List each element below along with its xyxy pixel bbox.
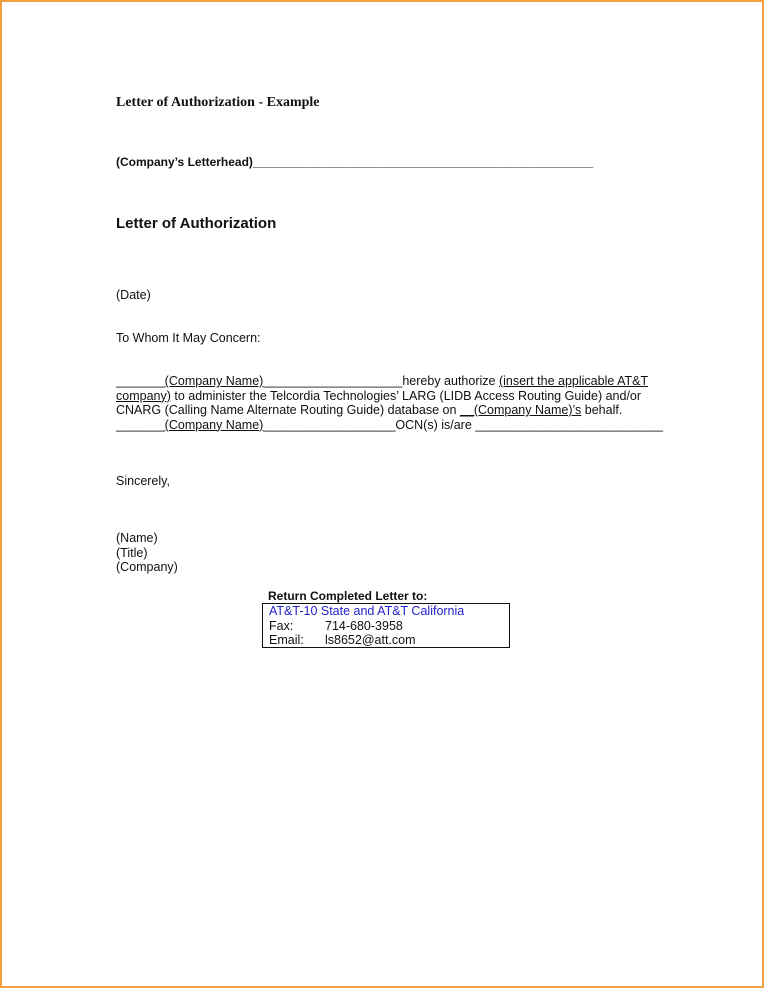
- signature-name: (Name): [116, 531, 158, 545]
- return-org: AT&T-10 State and AT&T California: [269, 604, 465, 618]
- document-title: Letter of Authorization - Example: [116, 95, 320, 110]
- letterhead-label: (Company’s Letterhead): [116, 155, 253, 169]
- ocn-blank-field: ___________________________: [475, 417, 663, 432]
- company-name-field: __(Company Name)’s: [459, 403, 582, 417]
- letterhead-rule: ___________________________________________________: [252, 155, 594, 169]
- blank-field: _______: [116, 417, 165, 432]
- email-value: ls8652@att.com: [325, 633, 416, 647]
- fax-row: [269, 619, 509, 634]
- return-heading: Return Completed Letter to:: [268, 589, 428, 603]
- date-placeholder: (Date): [116, 288, 151, 302]
- company-name-field: (Company Name): [164, 417, 264, 432]
- fax-label: Fax:: [269, 618, 294, 633]
- blank-field: ___________________: [263, 417, 396, 432]
- letterhead-line: [116, 155, 593, 169]
- paragraph-text: behalf.: [581, 403, 623, 417]
- paragraph-line-4: [116, 418, 663, 433]
- insert-att-company-field: company): [116, 388, 171, 403]
- company-name-field: (Company Name): [164, 374, 264, 388]
- paragraph-text: to administer the Telcordia Technologies’ LARG (LIDB Access Routing Guide) and/or: [170, 388, 642, 403]
- return-address-box: [262, 603, 510, 648]
- paragraph-text: CNARG (Calling Name Alternate Routing Guide) database on: [116, 403, 460, 417]
- signature-title: (Title): [116, 545, 148, 560]
- blank-field: _______: [116, 374, 165, 388]
- email-row: [269, 633, 509, 648]
- paragraph-line-3: [116, 403, 663, 418]
- signature-block: [116, 531, 178, 575]
- insert-att-company-field: (insert the applicable AT&T: [498, 374, 649, 388]
- closing: Sincerely,: [116, 474, 170, 488]
- authorization-paragraph: [116, 374, 663, 432]
- signature-company: (Company): [116, 560, 178, 574]
- letter-heading: Letter of Authorization: [116, 215, 277, 232]
- paragraph-text: hereby authorize: [402, 374, 499, 388]
- blank-field: ____________________: [263, 374, 403, 388]
- paragraph-line-1: [116, 374, 663, 389]
- fax-value: 714-680-3958: [325, 618, 403, 633]
- email-label: Email:: [269, 633, 304, 647]
- salutation: To Whom It May Concern:: [116, 331, 261, 345]
- paragraph-text: OCN(s) is/are: [395, 417, 476, 432]
- paragraph-line-2: [116, 389, 663, 404]
